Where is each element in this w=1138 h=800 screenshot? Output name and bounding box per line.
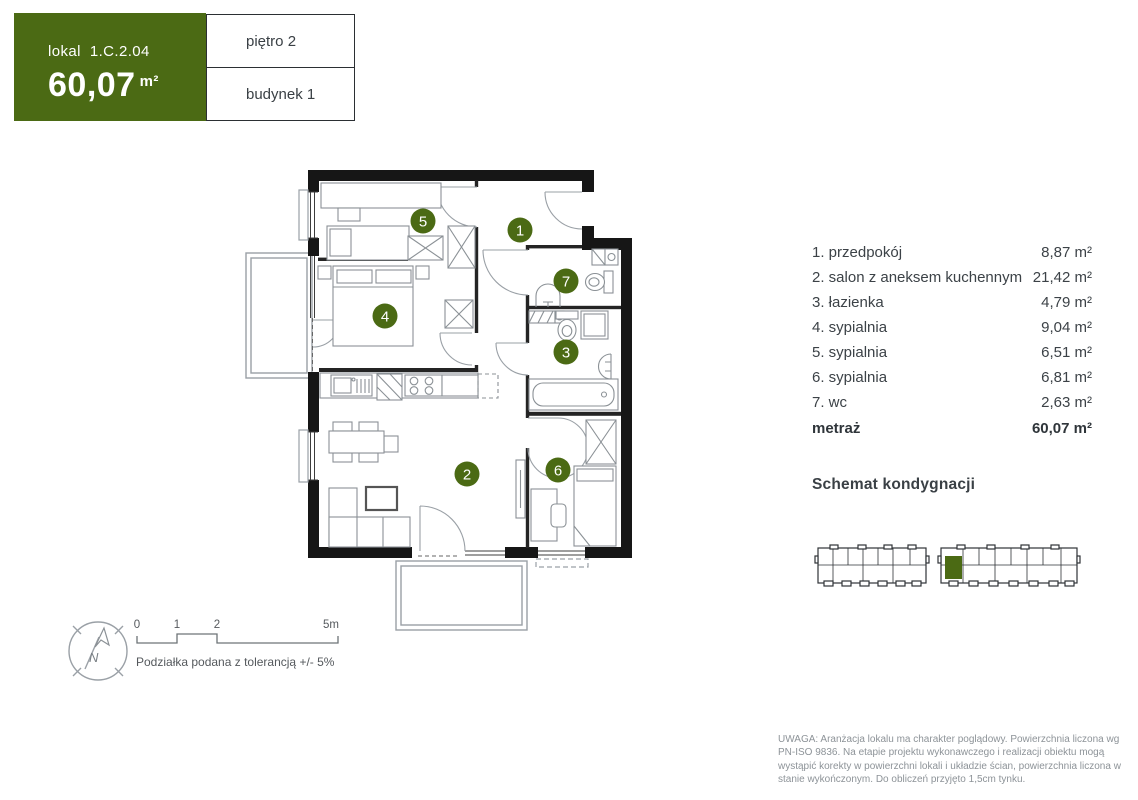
legend-total-row [812, 416, 1092, 441]
building-label: budynek 1 [246, 85, 316, 103]
total-area: 60,07 m² [1031, 420, 1092, 437]
svg-text:3: 3 [561, 344, 571, 362]
svg-text:2: 2 [462, 466, 472, 484]
room-badge-2 [455, 462, 480, 487]
room-area: 6,51 m² [1041, 344, 1092, 361]
room-4-furniture [318, 266, 473, 346]
legend-row-7 [812, 390, 1092, 415]
schemat-building-2 [938, 545, 1080, 586]
room-badge-7 [554, 269, 579, 294]
room-area: 21,42 m² [1032, 269, 1092, 286]
room-5-furniture [321, 183, 475, 268]
room-6-furniture [531, 420, 616, 546]
room-label: 7. wc [812, 394, 848, 411]
legend-row-5 [812, 340, 1092, 365]
balcony-left [246, 253, 312, 378]
room-area: 8,87 m² [1041, 244, 1092, 261]
room-badge-3 [554, 340, 579, 365]
total-label: metraż [812, 420, 861, 437]
legend-row-6 [812, 365, 1092, 390]
scale-bar [134, 619, 339, 643]
room-label: 6. sypialnia [812, 369, 888, 386]
balcony-bottom [396, 561, 527, 630]
room-area: 6,81 m² [1041, 369, 1092, 386]
floor-label: piętro 2 [246, 32, 297, 50]
room-area: 4,79 m² [1041, 294, 1092, 311]
schemat-building-1 [815, 545, 929, 586]
room-label: 1. przedpokój [812, 244, 903, 261]
disclaimer-text: UWAGA: Aranżacja lokalu ma charakter poglądowy. Powierzchnia liczona wg PN-ISO 9836. Na etapie projektu wykonawczego i realizacji obiektu mogą wystąpić korekty w powierzchni lokali i układzie ścian, powierzchnia liczona w stanie wykończonym. Do obliczeń przyjęto 1,5cm tynku. [778, 734, 1121, 786]
area-unit: m² [139, 73, 159, 90]
compass-north-label: N [89, 650, 99, 665]
room-label: 2. salon z aneksem kuchennym [812, 269, 1023, 286]
lokal-area [48, 66, 206, 105]
scale-tick-5m: 5m [323, 619, 339, 631]
legend-row-1 [812, 240, 1092, 265]
scale-tick-0: 0 [133, 619, 141, 631]
building-box [206, 67, 355, 121]
lokal-label: lokal [48, 43, 81, 60]
room-area: 2,63 m² [1041, 394, 1092, 411]
svg-text:1: 1 [515, 222, 525, 240]
room-label: 4. sypialnia [812, 319, 888, 336]
room-area: 9,04 m² [1041, 319, 1092, 336]
svg-text:6: 6 [553, 462, 563, 480]
schemat-unit-highlight [945, 556, 962, 579]
salon-furniture [329, 422, 525, 547]
header-card [14, 13, 206, 121]
legend-row-4 [812, 315, 1092, 340]
svg-text:4: 4 [380, 308, 390, 326]
svg-text:7: 7 [561, 273, 571, 291]
kitchen-furniture [320, 373, 498, 400]
lokal-line [48, 43, 206, 60]
legend-row-2 [812, 265, 1092, 290]
scale-tick-2: 2 [213, 619, 221, 631]
room-badge-5 [411, 209, 436, 234]
svg-text:5: 5 [418, 213, 428, 231]
floor-box [206, 14, 355, 68]
scale-note: Podziałka podana z tolerancją +/- 5% [136, 655, 335, 669]
scale-tick-1: 1 [173, 619, 181, 631]
room-legend [812, 240, 1092, 441]
room-label: 3. łazienka [812, 294, 884, 311]
lokal-number: 1.C.2.04 [89, 43, 150, 60]
room-badge-6 [546, 458, 571, 483]
legend-row-3 [812, 290, 1092, 315]
area-value: 60,07 [48, 66, 136, 104]
room-badge-4 [373, 304, 398, 329]
room-badge-1 [508, 218, 533, 243]
room-label: 5. sypialnia [812, 344, 888, 361]
schemat-title: Schemat kondygnacji [812, 476, 976, 493]
compass-icon [69, 622, 127, 680]
